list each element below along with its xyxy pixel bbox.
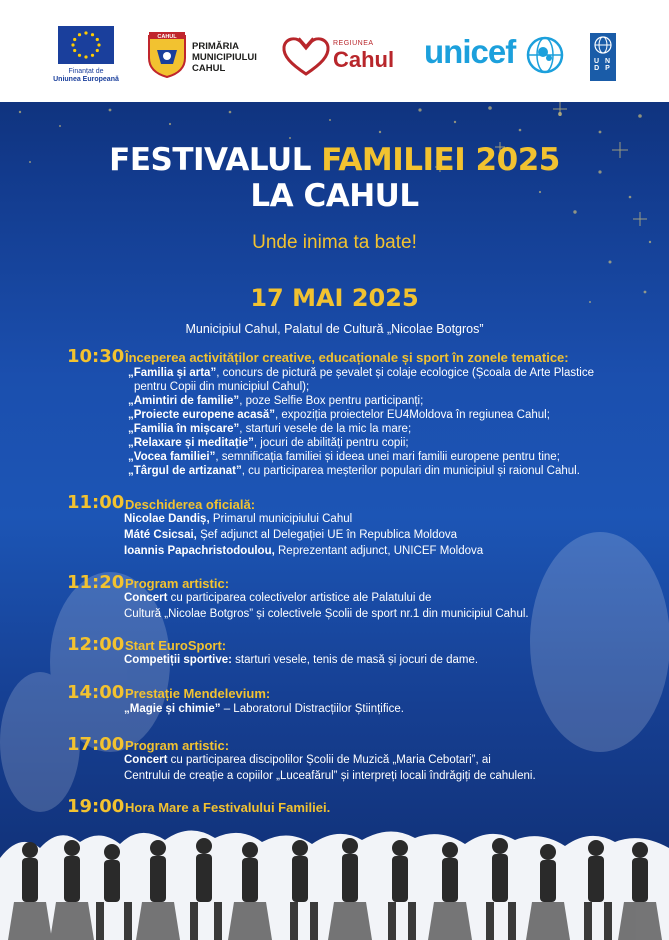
- activity-item: „Proiecte europene acasă”, expoziția proiectelor EU4Moldova în regiunea Cahul;: [128, 409, 550, 421]
- activity-item-cont: pentru Copii din municipiul Cahul);: [134, 381, 310, 393]
- speaker-2: Máté Csicsai, Șef adjunct al Delegației UE în Republica Moldova: [124, 529, 458, 541]
- program-detail-cont: Centrului de creație a copiilor „Luceafărul” și interpreți locali îndrăgiți de cahuleni.: [124, 770, 536, 782]
- schedule-heading-1120: Program artistic:: [125, 576, 230, 591]
- schedule-heading-1900: Hora Mare a Festivalului Familiei.: [125, 800, 331, 815]
- heart-icon: [281, 34, 331, 78]
- unicef-wordmark: unicef: [424, 33, 516, 70]
- primaria-label: PRIMĂRIA MUNICIPIULUI CAHUL: [192, 41, 257, 74]
- time-1120: 11:20: [67, 572, 125, 593]
- crest-label: CAHUL: [157, 34, 177, 40]
- activity-item: „Familia și arta”, concurs de pictură pe șevalet și colaje ecologice (Școala de Arte Plastice: [128, 367, 595, 379]
- regiunea-title: Cahul: [333, 47, 395, 72]
- program-detail: Concert cu participarea colectivelor artistice ale Palatului de: [124, 592, 432, 604]
- time-1030: 10:30: [67, 346, 125, 367]
- schedule-heading-1100: Deschiderea oficială:: [125, 497, 256, 512]
- schedule-heading-1200: Start EuroSport:: [125, 638, 227, 653]
- festival-title-line2: LA CAHUL: [250, 178, 419, 214]
- activity-item: „Familia în mișcare”, starturi vesele de la mic la mare;: [128, 423, 412, 435]
- schedule-heading-1400: Prestație Mendelevium:: [125, 686, 271, 701]
- program-detail: „Magie și chimie” – Laboratorul Distracțiilor Științifice.: [124, 703, 404, 715]
- speaker-1: Nicolae Dandiș, Primarul municipiului Cahul: [124, 513, 353, 525]
- undp-label: U N D P: [593, 58, 613, 72]
- time-1400: 14:00: [67, 682, 125, 703]
- program-detail: Concert cu participarea discipolilor Școlii de Muzică „Maria Cebotari”, ai: [124, 754, 491, 766]
- festival-title-line1: FESTIVALUL FAMILIEI 2025: [109, 142, 560, 178]
- time-1200: 12:00: [67, 634, 125, 655]
- activity-item: „Târgul de artizanat”, cu participarea meșterilor populari din municipiul și raionul Cahul.: [128, 465, 580, 477]
- activity-item: „Amintiri de familie”, poze Selfie Box pentru participanți;: [128, 395, 424, 407]
- unicef-globe-icon: [526, 36, 564, 74]
- program-detail-cont: Cultură „Nicolae Botgros” și colectivele Școlii de sport nr.1 din municipiul Cahul.: [124, 608, 529, 620]
- event-date: 17 MAI 2025: [250, 284, 419, 312]
- time-1100: 11:00: [67, 492, 125, 513]
- tagline: Unde inima ta bate!: [252, 232, 417, 253]
- folk-dancers-illustration: [0, 818, 669, 940]
- schedule-heading-1700: Program artistic:: [125, 738, 230, 753]
- cahul-crest-logo: [147, 30, 187, 78]
- time-1900: 19:00: [67, 796, 125, 817]
- eu-funding-label: Finanțat de Uniunea Europeană: [53, 68, 119, 83]
- speaker-3: Ioannis Papachristodoulou, Reprezentant adjunct, UNICEF Moldova: [124, 545, 484, 557]
- eu-flag-logo: [58, 26, 114, 64]
- undp-logo: [590, 33, 616, 81]
- activity-item: „Vocea familiei”, semnificația familiei și ideea unei mari familii europene pentru tine;: [128, 451, 560, 463]
- activity-item: „Relaxare și meditație”, jocuri de abilități pentru copii;: [128, 437, 409, 449]
- regiunea-small-label: REGIUNEA: [333, 40, 374, 47]
- event-venue: Municipiul Cahul, Palatul de Cultură „Nicolae Botgros”: [185, 322, 484, 336]
- time-1700: 17:00: [67, 734, 125, 755]
- program-detail: Competiții sportive: starturi vesele, tenis de masă și jocuri de dame.: [124, 654, 479, 666]
- schedule-heading-1030: Începerea activităților creative, educaționale și sport în zonele tematice:: [125, 350, 569, 365]
